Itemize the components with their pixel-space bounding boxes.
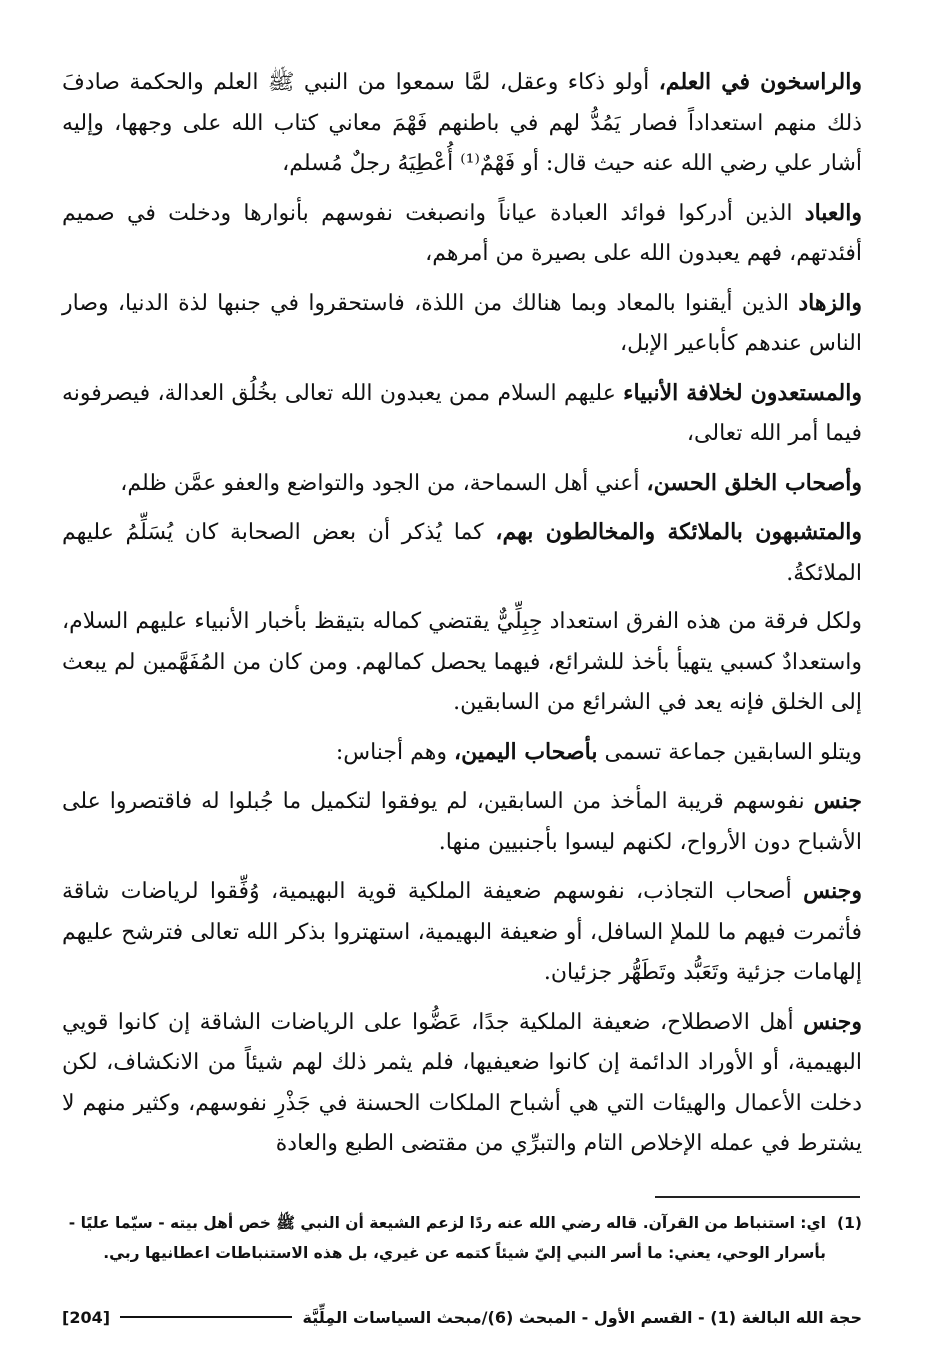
paragraph-body: أعني أهل السماحة، من الجود والتواضع والعفو عمَّن ظلم، (120, 470, 647, 496)
main-text (62, 62, 862, 1173)
paragraph-2 (62, 193, 862, 275)
paragraph-1 (62, 62, 862, 185)
paragraph-body: أولو ذكاء وعقل، لمَّا سمعوا من النبي ﷺ العلم والحكمة صادفَ ذلك منهم استعداداً فصار يَمُدُّ لهم في باطنهم فَهْمَ معاني كتاب الله على وجهها، وإليه أشار علي رضي الله عنه حيث قال: أو فَهْمٌ⁽¹⁾ أُعْطِيَهُ رجلٌ مُسلم، (62, 70, 862, 176)
footer-rule (120, 1316, 292, 1318)
footnote (62, 1208, 862, 1268)
footnote-text: اي: استنباط من القرآن. قاله رضي الله عنه ردًا لزعم الشيعة أن النبي ﷺ خص أهل بيته - سيّما عليًا - بأسرار الوحي، يعني: ما أسر النبي إليّ شيئاً كتمه عن غيري، بل هذه الاستنباطات اعطانيها ربي. (68, 1214, 826, 1262)
paragraph-body: الذين أيقنوا بالمعاد وبما هنالك من اللذة، فاستحقروا في جنبها لذة الدنيا، وصار الناس عندهم كأباعير الإبل، (62, 290, 862, 356)
paragraph-lead: وجنس (803, 878, 862, 904)
paragraph-lead: وجنس (803, 1008, 862, 1035)
paragraph-body: وهم أجناس: (335, 739, 454, 765)
footnote-divider (655, 1196, 860, 1198)
paragraph-lead: والعباد (804, 199, 862, 226)
paragraph-lead: بأصحاب اليمين، (454, 738, 598, 765)
paragraph-body: الذين أدركوا فوائد العبادة عياناً وانصبغت نفوسهم بأنوارها ودخلت في صميم أفئدتهم، فهم يعبدون الله على بصيرة من أمرهم، (62, 200, 862, 266)
paragraph-11 (62, 1002, 862, 1165)
paragraph-9 (62, 781, 862, 863)
paragraph-lead: والزهاد (798, 289, 862, 316)
paragraph-body: أصحاب التجاذب، نفوسهم ضعيفة الملكية قوية البهيمية، وُفِّقوا لرياضات شاقة فأثمرت فيهم ما للملإ السافل، أو ضعيفة البهيمية، استهتروا بذكر الله تعالى فترشح عليهم إلهامات جزئية وتَعَبُّد وتَطَهُّر جزئيان. (62, 879, 862, 985)
paragraph-4 (62, 373, 862, 455)
page-footer (62, 1302, 862, 1332)
footnote-number: (1) (837, 1214, 862, 1232)
paragraph-8 (62, 732, 862, 774)
paragraph-lead: والمتشبهون بالملائكة والمخالطون بهم، (495, 519, 863, 545)
paragraph-body: ولكل فرقة من هذه الفرق استعداد جِبِلِّيٌّ يقتضي كماله بتيقظ بأخبار الأنبياء عليهم السلام، واستعدادٌ كسبي يتهيأ بأخذ للشرائع، فيهما يحصل كمالهم. ومن كان من المُفَهَّمين لم يبعث إلى الخلق فإنه يعد في الشرائع من السابقين. (62, 609, 862, 715)
paragraph-lead: والراسخون في العلم، (658, 69, 862, 95)
paragraph-body: ويتلو السابقين جماعة تسمى (597, 739, 862, 765)
paragraph-10 (62, 871, 862, 994)
paragraph-3 (62, 283, 862, 365)
paragraph-6 (62, 512, 862, 594)
running-title: حجة الله البالغة (1) - القسم الأول - المبحث (6)/مبحث السياسات المِلِّيَّة (302, 1307, 862, 1327)
paragraph-lead: جنس (813, 788, 862, 814)
paragraph-body: كما يُذكر أن بعض الصحابة كان يُسَلِّمُ عليهم الملائكةُ. (62, 520, 862, 586)
paragraph-7 (62, 602, 862, 724)
page-number: [204] (62, 1307, 111, 1327)
paragraph-body: أهل الاصطلاح، ضعيفة الملكية جدًا، عَضُّوا على الرياضات الشاقة إن كانوا قويي البهيمية، أو الأوراد الدائمة إن كانوا ضعيفيها، فلم يثمر ذلك لهم شيئاً من الانكشاف، لكن دخلت الأعمال والهيئات التي هي أشباح الملكات الحسنة في جَذْرِ نفوسهم، وكثير منهم لا يشترط في عمله الإخلاص التام والتبرِّي من مقتضى الطبع والعادة (62, 1009, 862, 1156)
paragraph-body: نفوسهم قريبة المأخذ من السابقين، لم يوفقوا لتكميل ما جُبلوا له فاقتصروا على الأشباح دون الأرواح، لكنهم ليسوا بأجنبيين منها. (62, 789, 862, 855)
paragraph-lead: والمستعدون لخلافة الأنبياء (623, 379, 862, 406)
paragraph-5 (62, 463, 862, 505)
paragraph-lead: وأصحاب الخلق الحسن، (646, 469, 862, 496)
paragraph-body: عليهم السلام ممن يعبدون الله تعالى بخُلُق العدالة، فيصرفونه فيما أمر الله تعالى، (62, 380, 862, 446)
